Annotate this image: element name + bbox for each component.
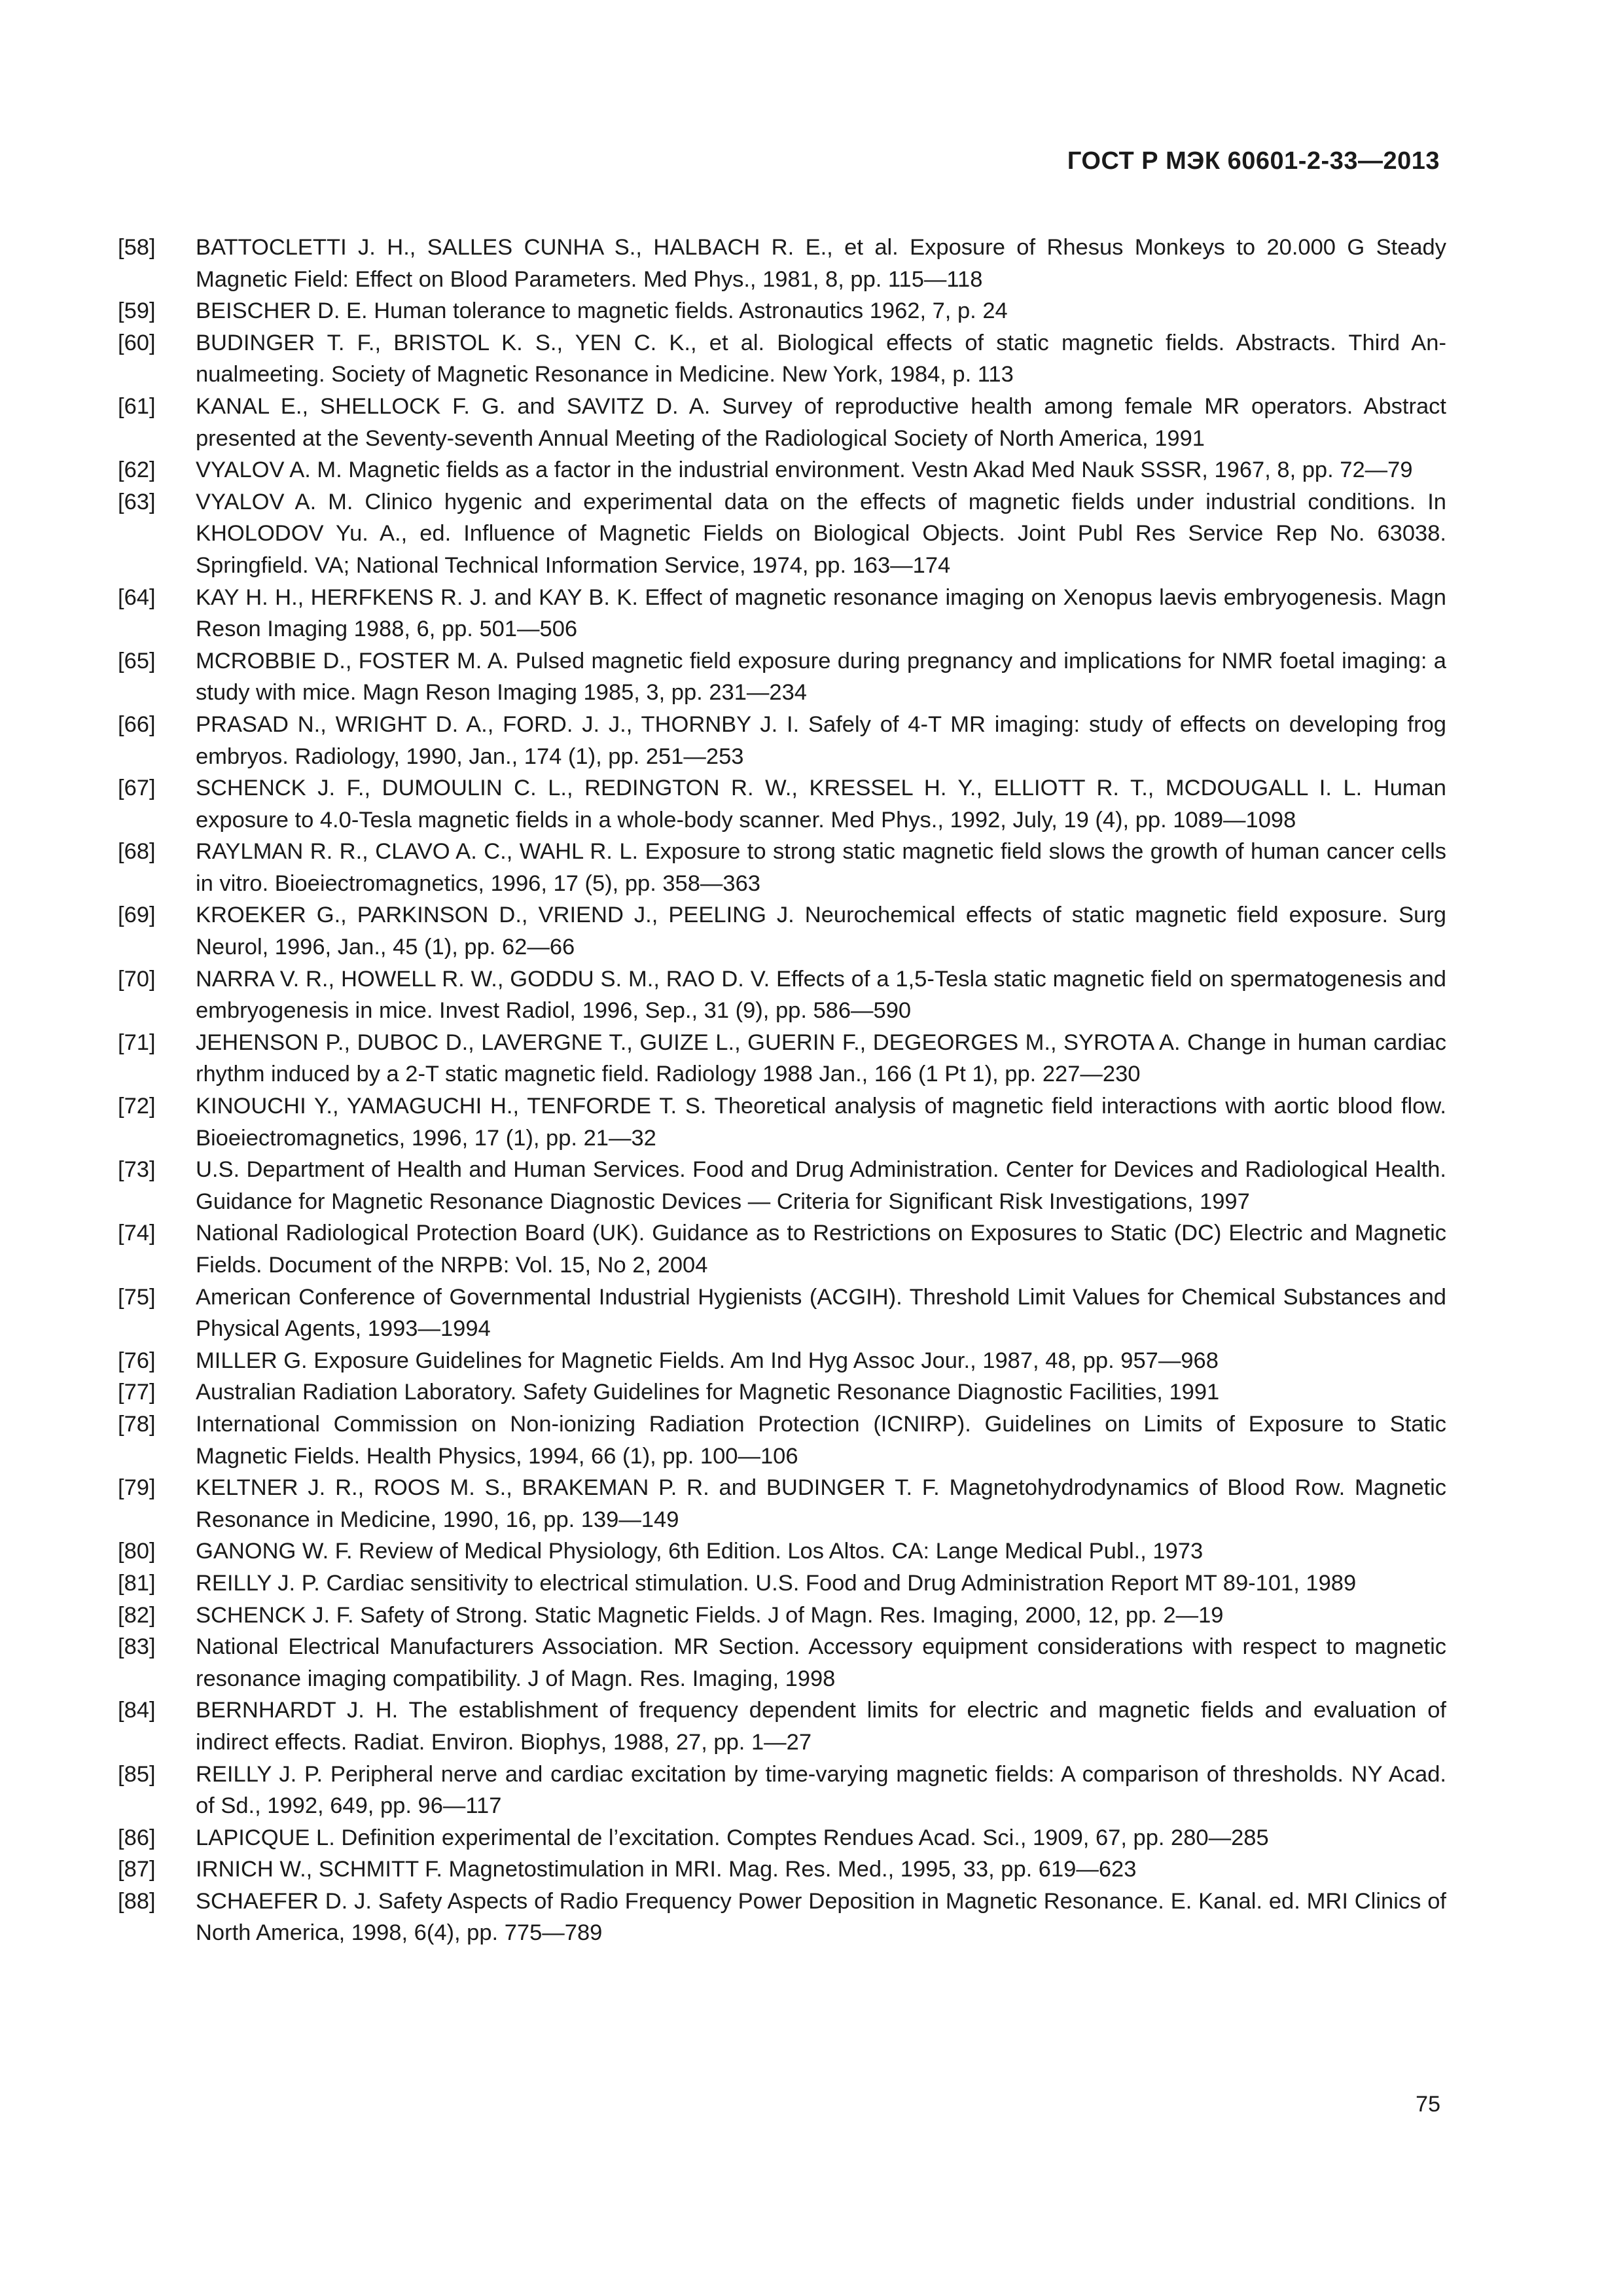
reference-text: GANONG W. F. Review of Medical Physiology, 6th Edition. Los Altos. CA: Lange Medical Publ., 1973 [196,1539,1204,1564]
reference-item [118,1408,1446,1472]
reference-number: [65] [118,648,156,673]
reference-text: BATTOCLETTI J. H., SALLES CUNHA S., HALBACH R. E., et al. Exposure of Rhesus Monkeys to 20.000 G Steady Magnetic Field: Effect on Blood Parameters. Med Phys., 1981, 8, pp. 115—118 [196,235,1446,292]
reference-item [118,1568,1446,1600]
reference-text: SCHAEFER D. J. Safety Aspects of Radio Frequency Power Deposition in Magnetic Resonance. E. Kanal. ed. MRI Clinics of North America, 1998, 6(4), pp. 775—789 [196,1888,1446,1946]
reference-item [118,1854,1446,1886]
reference-text: VYALOV A. M. Magnetic fields as a factor in the industrial environment. Vestn Akad Med Nauk SSSR, 1967, 8, pp. 72—79 [196,457,1413,483]
reference-item [118,327,1446,391]
reference-number: [75] [118,1284,156,1310]
reference-number: [67] [118,776,156,801]
reference-number: [77] [118,1380,156,1405]
reference-text: RAYLMAN R. R., CLAVO A. C., WAHL R. L. Exposure to strong static magnetic field slows the growth of human cancer cells in vitro. Bioeiectromagnetics, 1996, 17 (5), pp. 358—363 [196,839,1446,896]
reference-number: [84] [118,1698,156,1723]
reference-text: SCHENCK J. F. Safety of Strong. Static Magnetic Fields. J of Magn. Res. Imaging, 2000, 12, pp. 2—19 [196,1602,1224,1628]
reference-number: [86] [118,1825,156,1850]
reference-number: [73] [118,1157,156,1183]
reference-item [118,1090,1446,1154]
reference-number: [82] [118,1602,156,1628]
reference-text: KELTNER J. R., ROOS M. S., BRAKEMAN P. R. and BUDINGER T. F. Magnetohydrodynamics of Blood Row. Magnetic Resonance in Medicine, 1990, 16, pp. 139—149 [196,1475,1446,1532]
reference-item [118,295,1446,327]
reference-number: [63] [118,489,156,514]
reference-text: JEHENSON P., DUBOC D., LAVERGNE T., GUIZE L., GUERIN F., DEGEORGES M., SYROTA A. Change in human cardiac rhythm induced by a 2-T static magnetic field. Radiology 1988 Jan., 166 (1 Pt 1), pp. 227—230 [196,1030,1446,1087]
reference-item [118,1027,1446,1090]
reference-text: KANAL E., SHELLOCK F. G. and SAVITZ D. A. Survey of reproductive health among female MR operators. Abstract presented at the Seventy-seventh Annual Meeting of the Radiological Society of North America, 1991 [196,393,1446,451]
document-header: ГОСТ Р МЭК 60601-2-33—2013 [1067,147,1440,175]
reference-text: KAY H. H., HERFKENS R. J. and KAY B. K. Effect of magnetic resonance imaging on Xenopus laevis embryogenesis. Magn Reson Imaging 1988, 6, pp. 501—506 [196,584,1446,642]
reference-text: LAPICQUE L. Definition experimental de l’excitation. Comptes Rendues Acad. Sci., 1909, 67, pp. 280—285 [196,1825,1269,1850]
reference-number: [85] [118,1761,156,1787]
reference-number: [72] [118,1094,156,1119]
reference-item [118,1600,1446,1632]
reference-text: REILLY J. P. Cardiac sensitivity to electrical stimulation. U.S. Food and Drug Administration Report MT 89-101, 1989 [196,1570,1357,1596]
page-number: 75 [1416,2092,1440,2117]
reference-text: BUDINGER T. F., BRISTOL K. S., YEN C. K., et al. Biological effects of static magnetic fields. Abstracts. Third Annualmeeting. Society of Magnetic Resonance in Medicine. New York, 1984, p. 113 [196,330,1446,387]
reference-number: [59] [118,298,156,324]
reference-text: Australian Radiation Laboratory. Safety Guidelines for Magnetic Resonance Diagnostic Facilities, 1991 [196,1380,1220,1405]
reference-text: BERNHARDT J. H. The establishment of frequency dependent limits for electric and magnetic fields and evaluation of indirect effects. Radiat. Environ. Biophys, 1988, 27, pp. 1—27 [196,1698,1446,1755]
reference-text: National Electrical Manufacturers Association. MR Section. Accessory equipment considerations with respect to magnetic resonance imaging compatibility. J of Magn. Res. Imaging, 1998 [196,1634,1446,1691]
reference-item [118,645,1446,709]
reference-item [118,899,1446,963]
reference-number: [76] [118,1348,156,1373]
reference-number: [80] [118,1539,156,1564]
reference-text: National Radiological Protection Board (UK). Guidance as to Restrictions on Exposures to Static (DC) Electric and Magnetic Fields. Document of the NRPB: Vol. 15, No 2, 2004 [196,1221,1446,1278]
reference-number: [62] [118,457,156,483]
reference-item [118,1345,1446,1377]
reference-item [118,1154,1446,1217]
reference-text: KINOUCHI Y., YAMAGUCHI H., TENFORDE T. S. Theoretical analysis of magnetic field interactions with aortic blood flow. Bioeiectromagnetics, 1996, 17 (1), pp. 21—32 [196,1094,1446,1151]
reference-item [118,582,1446,645]
reference-number: [60] [118,330,156,355]
reference-text: MCROBBIE D., FOSTER M. A. Pulsed magnetic field exposure during pregnancy and implications for NMR foetal imaging: a study with mice. Magn Reson Imaging 1985, 3, pp. 231—234 [196,648,1446,706]
reference-text: SCHENCK J. F., DUMOULIN C. L., REDINGTON R. W., KRESSEL H. Y., ELLIOTT R. T., MCDOUGALL I. L. Human exposure to 4.0-Tesla magnetic fields in a whole-body scanner. Med Phys., 1992, July, 19 (4), pp. 1089—1098 [196,776,1446,833]
reference-item [118,1535,1446,1568]
reference-item [118,709,1446,772]
reference-item [118,1822,1446,1854]
reference-number: [70] [118,966,156,992]
reference-number: [79] [118,1475,156,1501]
reference-item [118,1472,1446,1535]
reference-number: [66] [118,711,156,737]
reference-item [118,1759,1446,1822]
reference-number: [71] [118,1030,156,1055]
reference-item [118,1217,1446,1281]
reference-item [118,391,1446,454]
reference-item [118,1376,1446,1408]
reference-text: KROEKER G., PARKINSON D., VRIEND J., PEELING J. Neurochemical effects of static magnetic field exposure. Surg Neurol, 1996, Jan., 45 (1), pp. 62—66 [196,903,1446,960]
reference-text: American Conference of Governmental Industrial Hygienists (ACGIH). Threshold Limit Values for Chemical Substances and Physical Agents, 1993—1994 [196,1284,1446,1342]
reference-item [118,1695,1446,1758]
reference-number: [58] [118,235,156,260]
reference-number: [69] [118,903,156,928]
reference-number: [61] [118,393,156,419]
reference-text: BEISCHER D. E. Human tolerance to magnetic fields. Astronautics 1962, 7, p. 24 [196,298,1008,324]
reference-number: [68] [118,839,156,865]
reference-text: MILLER G. Exposure Guidelines for Magnetic Fields. Am Ind Hyg Assoc Jour., 1987, 48, pp. 957—968 [196,1348,1219,1373]
reference-text: VYALOV A. M. Clinico hygenic and experimental data on the effects of magnetic fields under industrial conditions. In KHOLODOV Yu. A., ed. Influence of Magnetic Fields on Biological Objects. Joint Publ Res Service Rep No. 63038. Springfield. VA; National Technical Information Service, 1974, pp. 163—174 [196,489,1446,578]
reference-text: NARRA V. R., HOWELL R. W., GODDU S. M., RAO D. V. Effects of a 1,5-Tesla static magnetic field on spermatogenesis and embryogenesis in mice. Invest Radiol, 1996, Sep., 31 (9), pp. 586—590 [196,966,1446,1024]
reference-item [118,772,1446,836]
reference-number: [87] [118,1857,156,1882]
reference-item [118,232,1446,295]
reference-text: International Commission on Non-ionizing Radiation Protection (ICNIRP). Guidelines on Limits of Exposure to Static Magnetic Fields. Health Physics, 1994, 66 (1), pp. 100—106 [196,1411,1446,1469]
reference-item [118,486,1446,582]
reference-text: U.S. Department of Health and Human Services. Food and Drug Administration. Center for Devices and Radiological Health. Guidance for Magnetic Resonance Diagnostic Devices — Criteria for Significant Risk Investigations, 1997 [196,1157,1446,1214]
reference-number: [88] [118,1888,156,1914]
reference-text: PRASAD N., WRIGHT D. A., FORD. J. J., THORNBY J. I. Safely of 4-T MR imaging: study of effects on developing frog embryos. Radiology, 1990, Jan., 174 (1), pp. 251—253 [196,711,1446,769]
reference-item [118,1282,1446,1345]
reference-item [118,836,1446,899]
reference-item [118,1631,1446,1695]
reference-list [118,232,1446,1949]
reference-number: [64] [118,584,156,610]
reference-number: [81] [118,1570,156,1596]
reference-item [118,963,1446,1027]
reference-number: [83] [118,1634,156,1660]
reference-item [118,1886,1446,1949]
reference-number: [74] [118,1221,156,1246]
reference-item [118,454,1446,486]
reference-text: REILLY J. P. Peripheral nerve and cardiac excitation by time-varying magnetic fields: A comparison of thresholds. NY Acad. of Sd., 1992, 649, pp. 96—117 [196,1761,1446,1819]
reference-text: IRNICH W., SCHMITT F. Magnetostimulation in MRI. Mag. Res. Med., 1995, 33, pp. 619—623 [196,1857,1137,1882]
reference-number: [78] [118,1411,156,1437]
